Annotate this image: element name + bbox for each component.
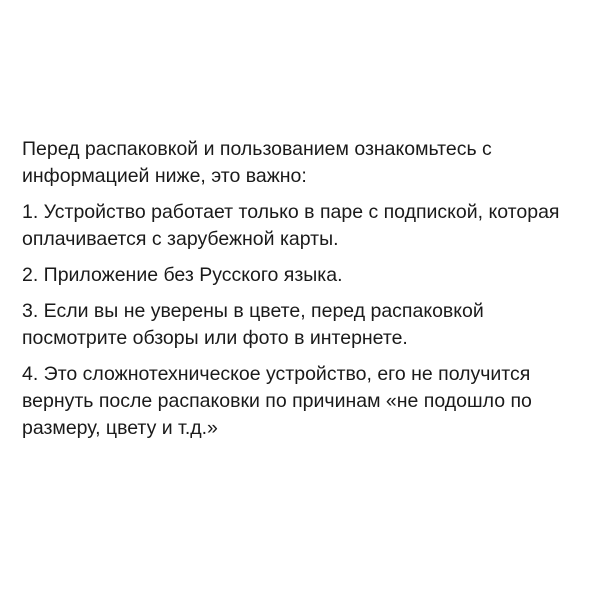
notice-text-block bbox=[22, 136, 594, 451]
notice-item-3: 3. Если вы не уверены в цвете, перед распаковкой посмотрите обзоры или фото в интернете. bbox=[22, 300, 484, 349]
notice-item-1: 1. Устройство работает только в паре с подпиской, которая оплачивается с зарубежной карты. bbox=[22, 201, 560, 250]
notice-item-2: 2. Приложение без Русского языка. bbox=[22, 264, 343, 286]
notice-intro: Перед распаковкой и пользованием ознакомьтесь с информацией ниже, это важно: bbox=[22, 138, 492, 187]
notice-item-4: 4. Это сложнотехническое устройство, его не получится вернуть после распаковки по причинам «не подошло по размеру, цвету и т.д.» bbox=[22, 363, 532, 439]
